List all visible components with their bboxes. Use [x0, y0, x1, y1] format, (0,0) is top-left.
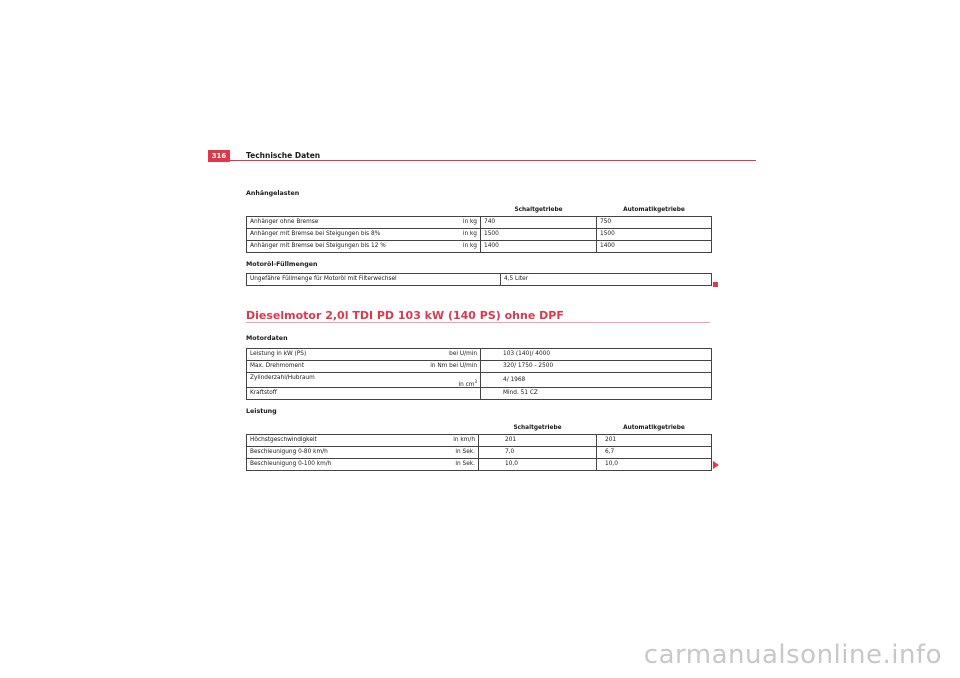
cell-value: 10,0	[597, 459, 712, 471]
engine-title: Dieselmotor 2,0l TDI PD 103 kW (140 PS) ohne DPF	[246, 309, 564, 322]
row-label: Beschleunigung 0-80 km/h in Sek.	[247, 447, 479, 459]
row-label: Ungefähre Füllmenge für Motoröl mit Filterwechsel	[247, 274, 501, 286]
cell-value: 103 (140)/ 4000	[481, 349, 712, 361]
row-label: Kraftstoff	[247, 388, 481, 400]
anhaengelasten-table	[246, 204, 712, 253]
row-unit: in kg	[462, 219, 477, 225]
row-unit: in kg	[462, 243, 477, 249]
continue-arrow-icon	[713, 461, 719, 469]
table-row	[247, 447, 712, 459]
table-row	[247, 373, 712, 388]
cell-value: 7,0	[479, 447, 597, 459]
cell-value: 4/ 1968	[481, 373, 712, 388]
row-unit: in Nm bei U/min	[430, 363, 477, 369]
cell-value: Mind. 51 CZ	[481, 388, 712, 400]
cell-value: 1400	[481, 241, 597, 253]
row-label: Anhänger ohne Bremse in kg	[247, 217, 481, 229]
row-unit: bei U/min	[449, 351, 477, 357]
table-row	[247, 361, 712, 373]
leistung-table	[246, 422, 712, 471]
cell-value: 320/ 1750 - 2500	[481, 361, 712, 373]
cell-value: 201	[597, 435, 712, 447]
table-row	[247, 388, 712, 400]
end-marker-icon	[713, 282, 718, 287]
row-label: Höchstgeschwindigkeit in km/h	[247, 435, 479, 447]
column-header: Schaltgetriebe	[479, 422, 597, 435]
table-row	[247, 459, 712, 471]
section-heading-anhaengelasten: Anhängelasten	[246, 190, 300, 197]
cell-value: 740	[481, 217, 597, 229]
cell-value: 1500	[481, 229, 597, 241]
title-rule	[246, 322, 710, 323]
row-unit: in km/h	[453, 437, 475, 443]
row-unit: in Sek.	[455, 449, 475, 455]
table-row	[247, 349, 712, 361]
row-unit: in Sek.	[455, 461, 475, 467]
cell-value: 1500	[597, 229, 712, 241]
header-title: Technische Daten	[246, 151, 321, 160]
table-row	[247, 274, 712, 286]
cell-value: 10,0	[479, 459, 597, 471]
page-number: 316	[208, 150, 230, 162]
cell-value: 6,7	[597, 447, 712, 459]
motordaten-table	[246, 348, 712, 400]
watermark: carmanualsonline.info	[643, 640, 942, 670]
section-heading-leistung: Leistung	[246, 408, 277, 415]
section-heading-motordaten: Motordaten	[246, 335, 288, 342]
column-header: Schaltgetriebe	[481, 204, 597, 217]
column-header: Automatikgetriebe	[597, 204, 712, 217]
header-rule	[208, 160, 756, 161]
row-label: Zylinderzahl/Hubraum in $cm^3$	[247, 373, 481, 388]
table-row	[247, 435, 712, 447]
column-header: Automatikgetriebe	[597, 422, 712, 435]
table-header-row	[247, 204, 712, 217]
table-row	[247, 241, 712, 253]
table-row	[247, 229, 712, 241]
cell-value: 4,5 Liter	[501, 274, 712, 286]
row-label: Beschleunigung 0-100 km/h in Sek.	[247, 459, 479, 471]
row-label: Anhänger mit Bremse bei Steigungen bis 8% in kg	[247, 229, 481, 241]
section-heading-motoroel: Motoröl-Füllmengen	[246, 261, 318, 268]
row-unit: in kg	[462, 231, 477, 237]
cell-value: 1400	[597, 241, 712, 253]
table-row	[247, 217, 712, 229]
cell-value: 201	[479, 435, 597, 447]
row-label: Leistung in kW (PS) bei U/min	[247, 349, 481, 361]
row-unit: in $cm^3$	[458, 379, 477, 388]
row-label: Anhänger mit Bremse bei Steigungen bis 12 % in kg	[247, 241, 481, 253]
row-label: Max. Drehmoment in Nm bei U/min	[247, 361, 481, 373]
cell-value: 750	[597, 217, 712, 229]
table-header-row	[247, 422, 712, 435]
motoroel-table	[246, 273, 712, 286]
